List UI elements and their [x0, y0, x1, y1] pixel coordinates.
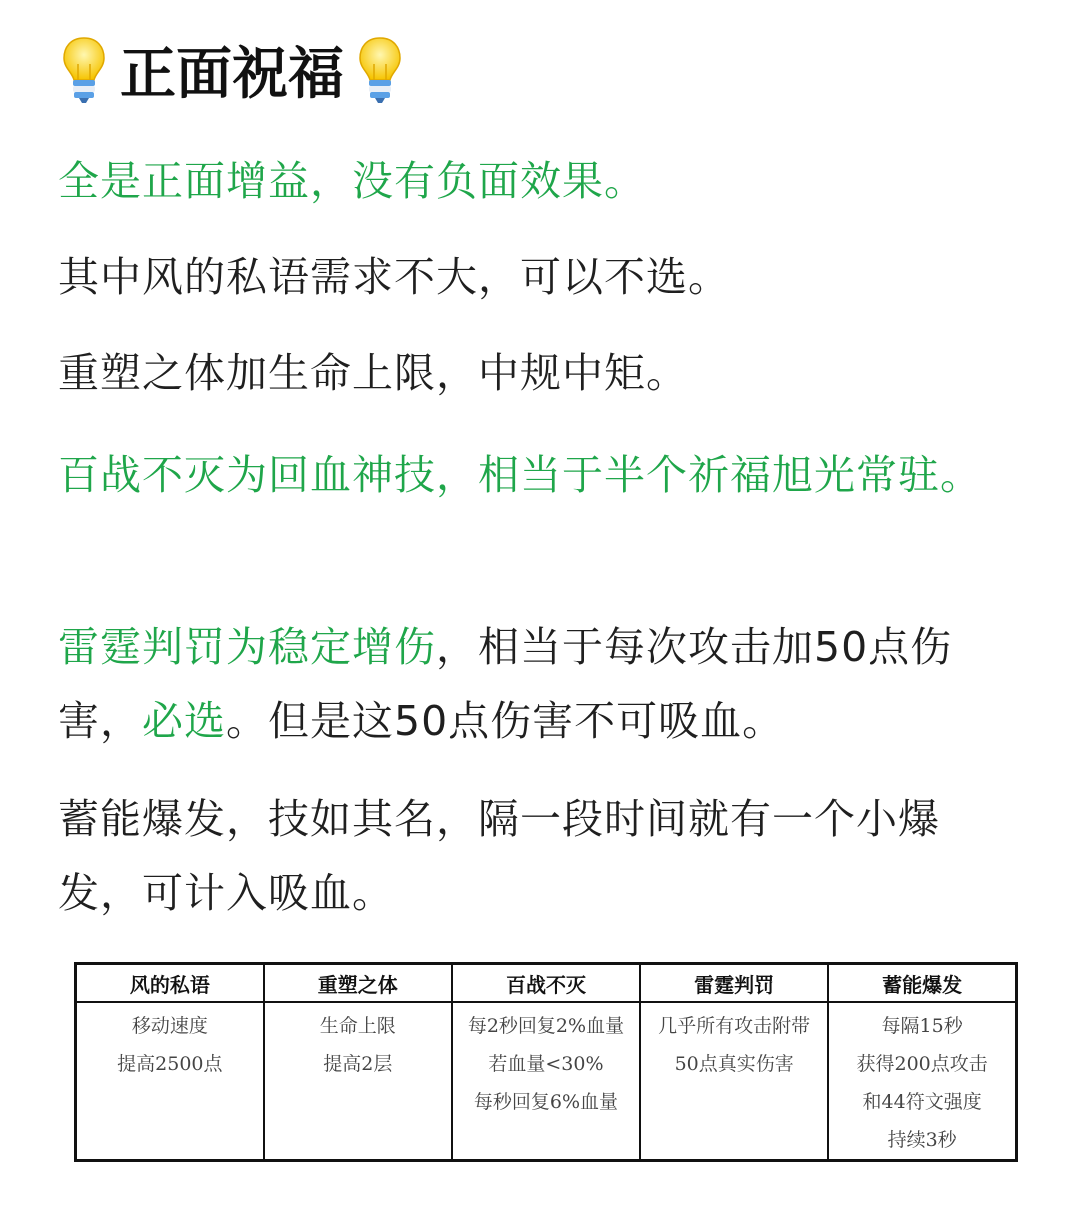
cell-line: 生命上限	[319, 1015, 396, 1037]
text-thunder-detail: ，相当于每次攻击加50点伤害，	[58, 623, 953, 745]
cell-line: 和44符文强度	[862, 1091, 982, 1113]
table-cell-thunder-judgment	[640, 1002, 828, 1161]
cell-line: 若血量<30%	[488, 1053, 604, 1075]
cell-line: 提高2500点	[117, 1053, 223, 1075]
table-header-cell: 重塑之体	[264, 964, 452, 1003]
table-header-cell: 雷霆判罚	[640, 964, 828, 1003]
table-header-cell: 蓄能爆发	[828, 964, 1016, 1003]
cell-line: 每2秒回复2%血量	[467, 1015, 625, 1037]
cell-line: 每秒回复6%血量	[473, 1091, 619, 1113]
table-cell-undying	[452, 1002, 640, 1161]
table-header-cell: 百战不灭	[452, 964, 640, 1003]
highlight-must-pick: 必选	[142, 697, 226, 745]
lightbulb-icon	[60, 34, 108, 106]
page-title: 正面祝福	[120, 42, 344, 107]
table-row	[76, 1002, 1017, 1161]
cell-line: 获得200点攻击	[856, 1053, 988, 1075]
table-header-row	[76, 964, 1017, 1003]
lightbulb-icon	[356, 34, 404, 106]
table-cell-wind-whisper	[76, 1002, 264, 1161]
paragraph-thunder-judgment	[58, 610, 1018, 758]
cell-line: 50点真实伤害	[674, 1053, 794, 1075]
cell-line: 几乎所有攻击附带	[658, 1015, 811, 1037]
cell-line: 持续3秒	[887, 1129, 957, 1151]
table-cell-reshaped-body	[264, 1002, 452, 1161]
blessing-effects-table	[74, 962, 1018, 1162]
text-no-lifesteal: 。但是这50点伤害不可吸血。	[226, 697, 785, 745]
page-title-row	[60, 30, 404, 110]
cell-line: 移动速度	[131, 1015, 208, 1037]
paragraph-charged-burst: 蓄能爆发，技如其名，隔一段时间就有一个小爆发，可计入吸血。	[58, 795, 940, 917]
cell-line: 每隔15秒	[881, 1015, 963, 1037]
table-cell-charged-burst	[828, 1002, 1016, 1161]
highlight-thunder-judgment: 雷霆判罚为稳定增伤	[58, 623, 436, 671]
table-header-cell: 风的私语	[76, 964, 264, 1003]
cell-line: 提高2层	[323, 1053, 393, 1075]
paragraph-undying: 百战不灭为回血神技，相当于半个祈福旭光常驻。	[58, 451, 982, 499]
paragraph-reshaped-body: 重塑之体加生命上限，中规中矩。	[58, 349, 688, 397]
paragraph-positive-buffs: 全是正面增益，没有负面效果。	[58, 157, 646, 205]
paragraph-wind-whisper: 其中风的私语需求不大，可以不选。	[58, 253, 730, 301]
